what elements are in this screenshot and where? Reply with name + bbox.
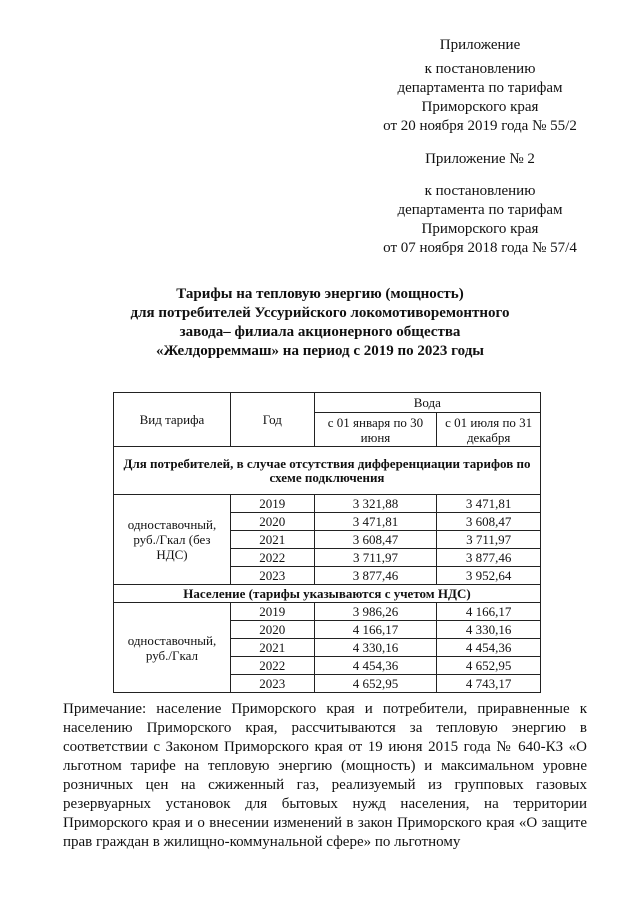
header-first-half: с 01 января по 30 июня [314,413,437,447]
note-paragraph: Примечание: население Приморского края и потребители, приравненные к населению Приморского края, рассчитываются за тепловую энергию в соответствии с Законом Приморского края от 19 июня 2015 года № 640-КЗ «О льготном тарифе на тепловую энергию (мощность) и максимальном уровне розничных цен на сжиженный газ, реализуемый из групповых газовых резервуарных установок для бытовых нужд населения, на территории Приморского края и о внесении изменений в закон Приморского края «О защите прав граждан в жилищно-коммунальной сфере» по льготному [63,701,587,850]
section-no-differentiation: Для потребителей, в случае отсутствия дифференциации тарифов по схеме подключения [114,447,541,495]
appendix-1-line: к постановлению [424,61,536,77]
value-cell: 3 711,97 [314,549,437,567]
year-cell: 2022 [230,549,314,567]
tariff-table [113,392,541,693]
value-cell: 3 877,46 [314,567,437,585]
header-second-half: с 01 июля по 31 декабря [437,413,541,447]
year-cell: 2019 [230,603,314,621]
year-cell: 2021 [230,531,314,549]
value-cell: 4 330,16 [437,621,541,639]
group1-tariff-type: одноставочный, руб./Гкал (без НДС) [114,495,231,585]
year-cell: 2019 [230,495,314,513]
group2-tariff-type: одноставочный, руб./Гкал [114,603,231,693]
appendix-block-2 [360,150,600,258]
value-cell: 4 454,36 [437,639,541,657]
value-cell: 4 652,95 [437,657,541,675]
header-tariff-type: Вид тарифа [114,393,231,447]
year-cell: 2022 [230,657,314,675]
year-cell: 2020 [230,621,314,639]
header-year: Год [230,393,314,447]
appendix-1-title: Приложение [439,37,521,53]
value-cell: 3 877,46 [437,549,541,567]
document-title [60,285,580,361]
appendix-2-title: Приложение № 2 [425,151,535,167]
value-cell: 4 330,16 [314,639,437,657]
year-cell: 2023 [230,675,314,693]
appendix-2-line: департамента по тарифам [397,202,563,218]
appendix-1-line: от 20 ноября 2019 года № 55/2 [383,118,577,134]
title-line: для потребителей Уссурийского локомотиворемонтного [130,305,510,321]
appendix-2-line: Приморского края [421,221,539,237]
title-line: «Желдорреммаш» на период с 2019 по 2023 годы [155,343,484,359]
appendix-1-line: департамента по тарифам [397,80,563,96]
appendix-2-line: к постановлению [424,183,536,199]
value-cell: 3 471,81 [314,513,437,531]
appendix-block-1 [360,36,600,136]
title-line: Тарифы на тепловую энергию (мощность) [176,286,464,302]
year-cell: 2020 [230,513,314,531]
appendix-2-line: от 07 ноября 2018 года № 57/4 [383,240,577,256]
value-cell: 4 652,95 [314,675,437,693]
appendix-1-line: Приморского края [421,99,539,115]
value-cell: 3 711,97 [437,531,541,549]
value-cell: 3 608,47 [437,513,541,531]
value-cell: 3 321,88 [314,495,437,513]
year-cell: 2021 [230,639,314,657]
year-cell: 2023 [230,567,314,585]
value-cell: 3 608,47 [314,531,437,549]
value-cell: 4 454,36 [314,657,437,675]
value-cell: 3 986,26 [314,603,437,621]
header-water: Вода [314,393,540,413]
value-cell: 4 166,17 [314,621,437,639]
value-cell: 3 952,64 [437,567,541,585]
section-population: Население (тарифы указываются с учетом НДС) [114,585,541,603]
title-line: завода– филиала акционерного общества [179,324,461,340]
value-cell: 4 166,17 [437,603,541,621]
value-cell: 3 471,81 [437,495,541,513]
value-cell: 4 743,17 [437,675,541,693]
